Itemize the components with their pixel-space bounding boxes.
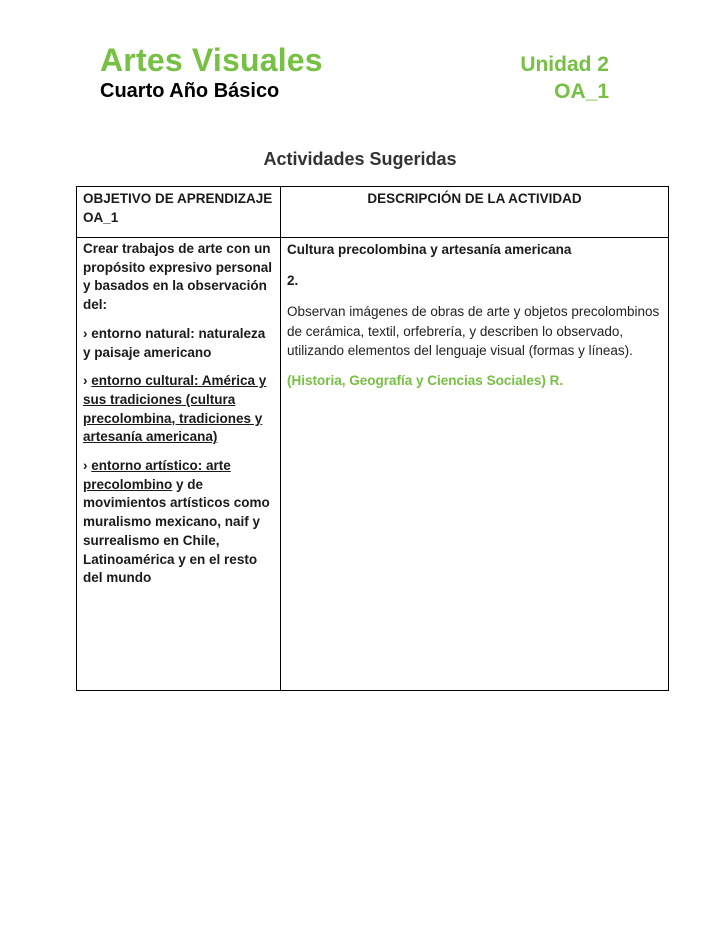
subject-title: Artes Visuales xyxy=(100,42,323,78)
bullet-prefix: › xyxy=(83,373,92,389)
oa-label: OA_1 xyxy=(554,80,609,103)
activity-description: Observan imágenes de obras de arte y objetos precolombinos de cerámica, textil, orfebrería, y describen lo observado, utilizando elementos del lenguaje visual (formas y líneas). xyxy=(287,304,660,358)
table-header-row xyxy=(77,187,669,238)
objective-header: OBJETIVO DE APRENDIZAJE OA_1 xyxy=(77,187,281,238)
objective-item-natural: › entorno natural: naturaleza y paisaje americano xyxy=(83,325,266,360)
grade-subtitle: Cuarto Año Básico xyxy=(100,80,280,102)
objective-cell xyxy=(77,238,281,691)
objective-intro: Crear trabajos de arte con un propósito expresivo personal y basados en la observación del: xyxy=(83,241,273,313)
objective-item-rest: y de movimientos artísticos como muralismo mexicano, naif y surrealismo en Chile, Latinoamérica y en el resto del mundo xyxy=(83,476,270,586)
underlined-text: entorno cultural: América y sus tradiciones (cultura precolombina, tradiciones y artesanía americana) xyxy=(83,373,267,445)
objective-item-cultural xyxy=(83,372,274,447)
objective-item-artistic xyxy=(83,457,274,588)
underlined-text: entorno artístico: arte precolombino xyxy=(83,458,231,492)
page-header xyxy=(100,42,609,112)
bullet-prefix: › xyxy=(83,458,92,474)
description-header: DESCRIPCIÓN DE LA ACTIVIDAD xyxy=(281,187,669,238)
activity-title: Cultura precolombina y artesanía americana xyxy=(287,242,572,257)
activity-table xyxy=(76,186,669,691)
unit-label: Unidad 2 xyxy=(520,53,609,76)
table-row xyxy=(77,238,669,691)
section-title: Actividades Sugeridas xyxy=(263,149,457,169)
activity-reference: (Historia, Geografía y Ciencias Sociales) R. xyxy=(287,372,564,388)
activity-cell xyxy=(281,238,669,691)
activity-number: 2. xyxy=(287,273,299,288)
